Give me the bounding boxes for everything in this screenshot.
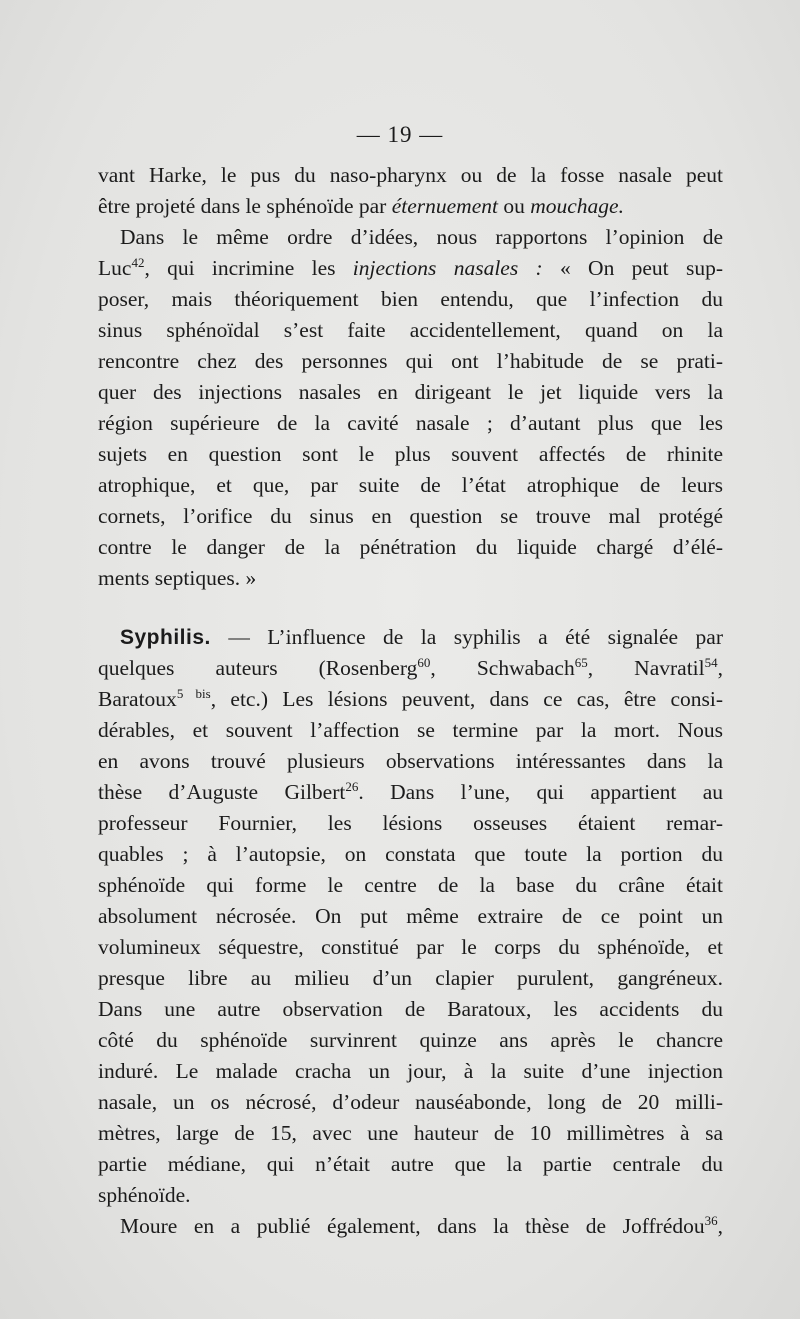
text-line: quelques auteurs (Rosenberg$^{60}$, Schwabach$^{65}$, Navratil$^{54}$, bbox=[98, 655, 723, 680]
text-line: professeur Fournier, les lésions osseuses étaient remar- bbox=[98, 811, 723, 835]
text-line: atrophique, et que, par suite de l’état atrophique de leurs bbox=[98, 473, 723, 497]
text-line: quables ; à l’autopsie, on constata que toute la portion du bbox=[98, 842, 723, 866]
text-line: volumineux séquestre, constitué par le corps du sphénoïde, et bbox=[98, 935, 723, 959]
paragraph-continuation bbox=[98, 160, 723, 222]
text-line: être projeté dans le sphénoïde par éternuement ou mouchage. bbox=[98, 194, 624, 218]
text-line: Luc$^{42}$, qui incrimine les injections nasales : « On peut sup- bbox=[98, 255, 723, 280]
text-line: région supérieure de la cavité nasale ; d’autant plus que les bbox=[98, 411, 723, 435]
text-line: sphénoïde. bbox=[98, 1183, 191, 1207]
text-line: rencontre chez des personnes qui ont l’habitude de se prati- bbox=[98, 349, 723, 373]
text-line: ments septiques. » bbox=[98, 566, 257, 590]
text-line: sphénoïde qui forme le centre de la base du crâne était bbox=[98, 873, 723, 897]
text-line: quer des injections nasales en dirigeant le jet liquide vers la bbox=[98, 380, 723, 404]
text-line: poser, mais théoriquement bien entendu, que l’infection du bbox=[98, 287, 723, 311]
text-line: côté du sphénoïde survinrent quinze ans après le chancre bbox=[98, 1028, 723, 1052]
paragraph-moure bbox=[98, 1211, 723, 1242]
text-line: Syphilis. — L’influence de la syphilis a été signalée par bbox=[120, 625, 723, 649]
body-text bbox=[98, 160, 723, 1242]
text-line: Dans une autre observation de Baratoux, les accidents du bbox=[98, 997, 723, 1021]
text-line: sinus sphénoïdal s’est faite accidentellement, quand on la bbox=[98, 318, 723, 342]
text-line: induré. Le malade cracha un jour, à la suite d’une injection bbox=[98, 1059, 723, 1083]
text-line: Moure en a publié également, dans la thèse de Joffrédou$^{36}$, bbox=[120, 1213, 723, 1238]
text-line: dérables, et souvent l’affection se termine par la mort. Nous bbox=[98, 718, 723, 742]
text-line: absolument nécrosée. On put même extraire de ce point un bbox=[98, 904, 723, 928]
section-heading: Syphilis. bbox=[120, 626, 211, 649]
text-line: nasale, un os nécrosé, d’odeur nauséabonde, long de 20 milli- bbox=[98, 1090, 723, 1114]
page-number: — 19 — bbox=[356, 122, 444, 147]
text-line: partie médiane, qui n’était autre que la partie centrale du bbox=[98, 1152, 723, 1176]
text-line: presque libre au milieu d’un clapier purulent, gangréneux. bbox=[98, 966, 723, 990]
paragraph-syphilis bbox=[98, 622, 723, 1211]
text-line: vant Harke, le pus du naso-pharynx ou de la fosse nasale peut bbox=[98, 163, 723, 187]
text-line: sujets en question sont le plus souvent affectés de rhinite bbox=[98, 442, 723, 466]
text-line: contre le danger de la pénétration du liquide chargé d’élé- bbox=[98, 535, 723, 559]
text-line: en avons trouvé plusieurs observations intéressantes dans la bbox=[98, 749, 723, 773]
text-line: cornets, l’orifice du sinus en question se trouve mal protégé bbox=[98, 504, 723, 528]
text-line: mètres, large de 15, avec une hauteur de 10 millimètres à sa bbox=[98, 1121, 723, 1145]
reference-number: 42 bbox=[131, 255, 145, 270]
paragraph-luc-quote bbox=[98, 222, 723, 594]
text-line: Baratoux$^{5 bis}$, etc.) Les lésions peuvent, dans ce cas, être consi- bbox=[98, 686, 723, 711]
text-line: thèse d’Auguste Gilbert$^{26}$. Dans l’une, qui appartient au bbox=[98, 779, 723, 804]
text-line: Dans le même ordre d’idées, nous rapportons l’opinion de bbox=[120, 225, 723, 249]
